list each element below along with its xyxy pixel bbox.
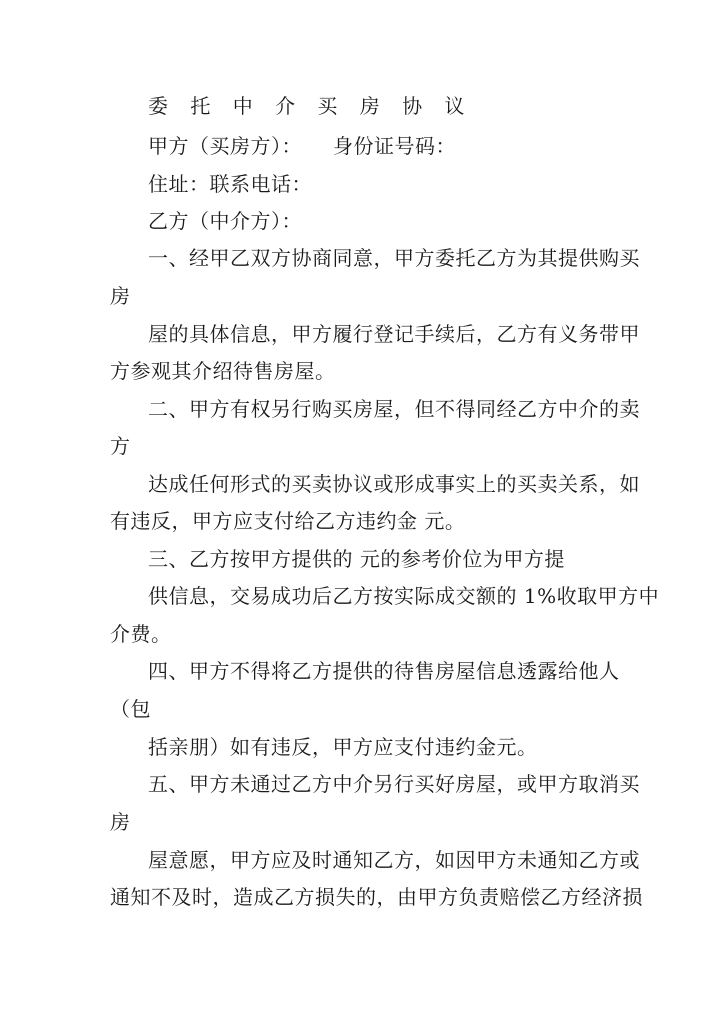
- clause-4-line-3: 括亲朋）如有违反，甲方应支付违约金元。: [148, 735, 538, 759]
- clause-5-line-2: 房: [110, 810, 131, 834]
- clause-3-line-1: 三、乙方按甲方提供的 元的参考价位为甲方提: [148, 547, 565, 571]
- clause-3-line-3: 介费。: [110, 622, 172, 646]
- document-title: 委 托 中 介 买 房 协 议: [148, 94, 473, 118]
- party-a-line: 甲方（买房方）： 身份证号码：: [148, 134, 456, 158]
- party-b-line: 乙方（中介方）：: [148, 209, 302, 233]
- clause-2-line-4: 有违反，甲方应支付给乙方违约金 元。: [110, 509, 466, 533]
- clause-2-line-3: 达成任何形式的买卖协议或形成事实上的买卖关系，如: [148, 472, 640, 496]
- clause-5-line-3: 屋意愿，甲方应及时通知乙方，如因甲方未通知乙方或: [148, 848, 640, 872]
- address-phone-line: 住址：联系电话：: [148, 172, 312, 196]
- clause-5-line-1: 五、甲方未通过乙方中介另行买好房屋，或甲方取消买: [148, 772, 640, 796]
- clause-5-line-4: 通知不及时，造成乙方损失的，由甲方负责赔偿乙方经济损: [110, 885, 643, 909]
- clause-3-line-2: 供信息，交易成功后乙方按实际成交额的 1%收取甲方中: [148, 584, 660, 608]
- clause-1-line-3: 屋的具体信息，甲方履行登记手续后，乙方有义务带甲: [148, 322, 640, 346]
- clause-4-line-1: 四、甲方不得将乙方提供的待售房屋信息透露给他人: [148, 659, 620, 683]
- clause-2-line-2: 方: [110, 434, 131, 458]
- clause-1-line-2: 房: [110, 284, 131, 308]
- clause-1-line-1: 一、经甲乙双方协商同意，甲方委托乙方为其提供购买: [148, 246, 640, 270]
- clause-4-line-2: （包: [110, 697, 151, 721]
- clause-2-line-1: 二、甲方有权另行购买房屋，但不得同经乙方中介的卖: [148, 397, 640, 421]
- clause-1-line-4: 方参观其介绍待售房屋。: [110, 359, 336, 383]
